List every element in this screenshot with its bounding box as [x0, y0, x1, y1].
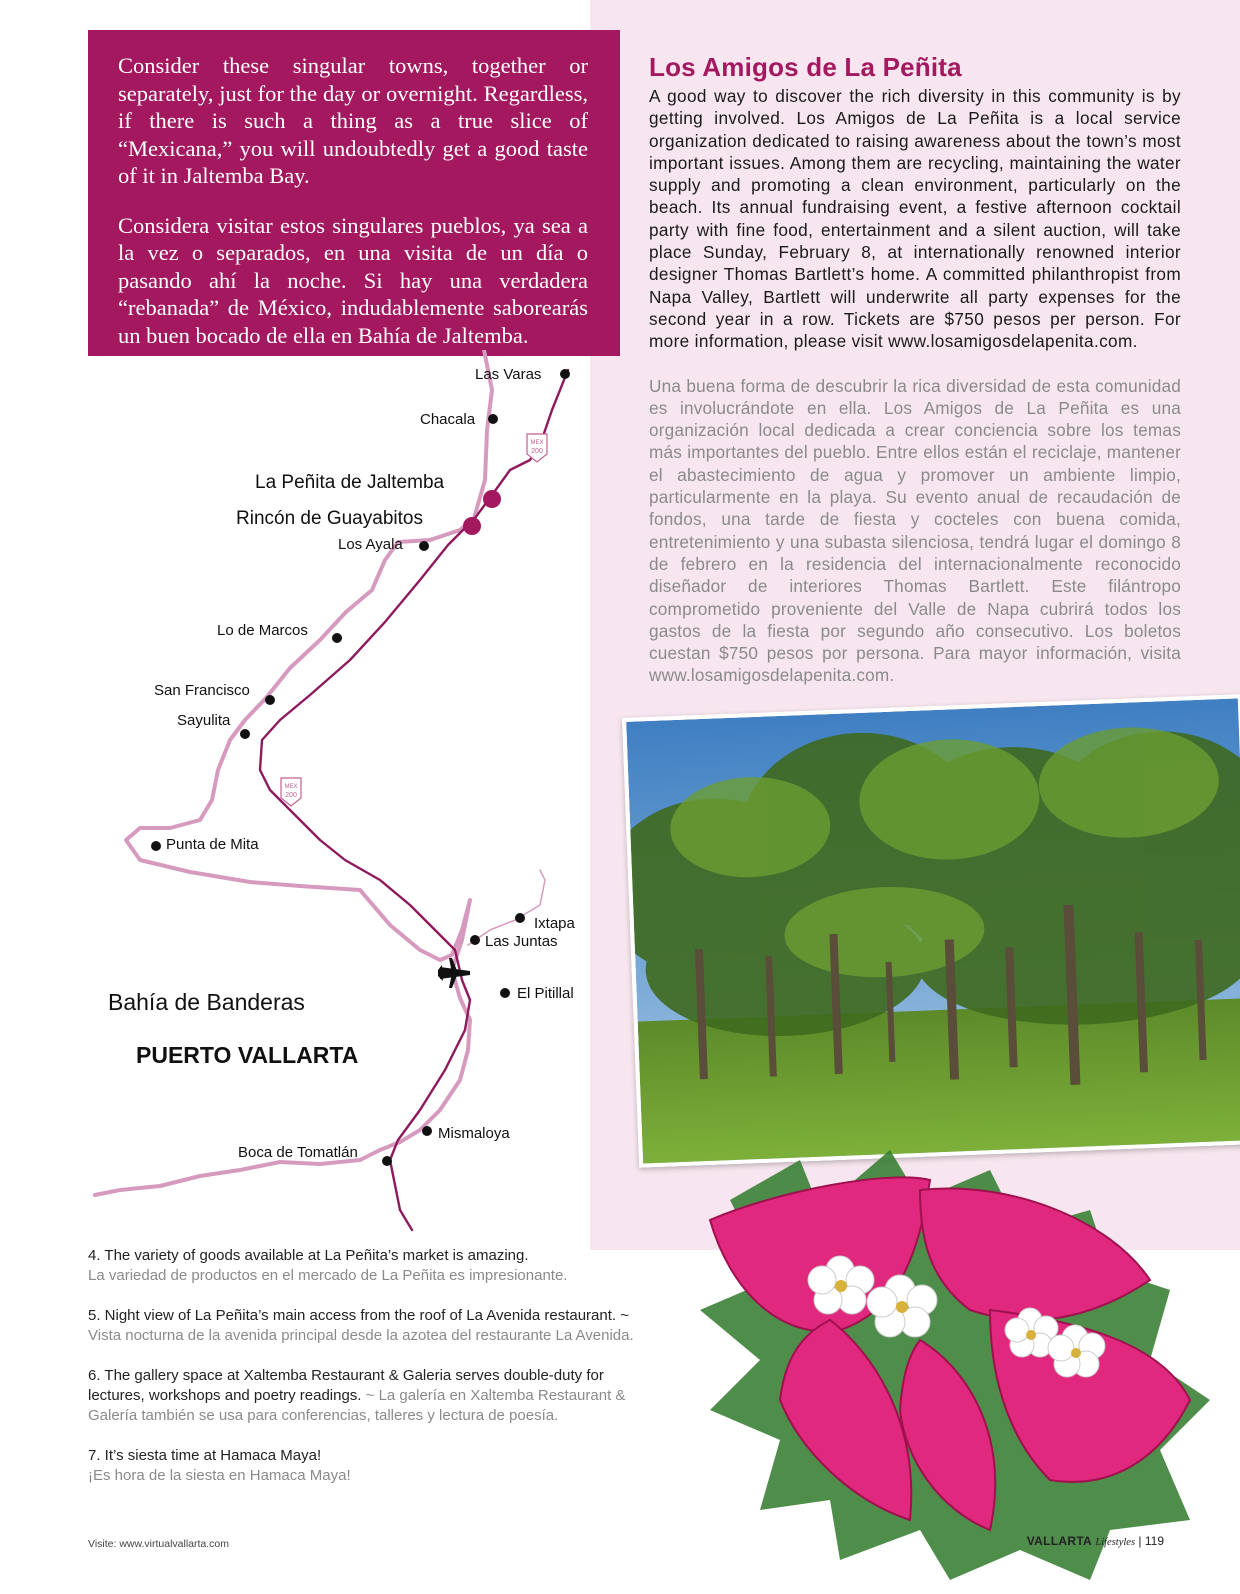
label-punta-de-mita: Punta de Mita: [166, 836, 259, 853]
label-san-francisco: San Francisco: [154, 682, 250, 699]
palm-photo-frame: [622, 718, 1240, 1198]
label-rincon: Rincón de Guayabitos: [236, 508, 423, 529]
magazine-name-script: Lifestyles: [1095, 1537, 1136, 1548]
svg-text:MEX: MEX: [530, 440, 544, 446]
photo-captions: [88, 1246, 648, 1506]
caption-5: 5. Night view of La Peñita’s main access from the roof of La Avenida restaurant. ~ Vista nocturna de la avenida principal desde la azotea del restaurante La Avenida.: [88, 1307, 634, 1344]
article-body-es: Una buena forma de descubrir la rica diversidad de esta comunidad es involucrándote en ella. Los Amigos de La Peñita es una organización local dedicada a crear conciencia sobre los temas más importantes del pueblo. Entre ellos están el reciclaje, mantener el abastecimiento de agua y promover un ambiente limpio, particularmente en la playa. Su evento anual de recaudación de fondos, una tarde de fiesta y cocteles con buena comida, entretenimiento y una subasta silenciosa, tendrá lugar el domingo 8 de febrero en la residencia del internacionalmente reconocido diseñador de interiores Thomas Bartlett. Este filántropo comprometido proveniente del Valle de Napa cubrirá todos los gastos de la fiesta por segundo año consecutivo. Los boletos cuestan $750 pesos por persona. Para mayor información, visita www.losamigosdelapenita.com.: [649, 375, 1181, 686]
palm-photo: [622, 694, 1240, 1167]
footer-page-info: [1027, 1534, 1164, 1548]
highway-shield: [281, 778, 301, 806]
magazine-name: VALLARTA: [1026, 1534, 1093, 1548]
caption-4: 4. The variety of goods available at La Peñita’s market is amazing. La variedad de productos en el mercado de La Peñita es impresionante.: [88, 1247, 568, 1284]
label-lo-de-marcos: Lo de Marcos: [217, 622, 308, 639]
label-bahia: Bahía de Banderas: [108, 989, 305, 1015]
region-map: [0, 350, 620, 1250]
label-boca: Boca de Tomatlán: [238, 1144, 358, 1161]
intro-text-es: Considera visitar estos singulares pueblos, ya sea a la vez o separados, en una visita de un día o pasando ahí la noche. Si hay una verdadera “rebanada” de México, indudablemente saborearás un buen bocado de ella en Bahía de Jaltemba.: [118, 212, 588, 348]
label-las-varas: Las Varas: [475, 366, 542, 383]
label-la-penita: La Peñita de Jaltemba: [255, 472, 445, 493]
map-labels: [108, 366, 576, 1161]
highway-200: [260, 370, 568, 1230]
label-puerto-vallarta: PUERTO VALLARTA: [136, 1042, 359, 1068]
svg-text:200: 200: [285, 792, 297, 799]
label-los-ayala: Los Ayala: [338, 536, 403, 553]
footer-separator: |: [1138, 1534, 1142, 1548]
label-el-pitillal: El Pitillal: [517, 985, 574, 1002]
article: [649, 52, 1181, 687]
article-title: Los Amigos de La Peñita: [649, 52, 962, 82]
label-las-juntas: Las Juntas: [485, 933, 558, 950]
article-body-en: A good way to discover the rich diversity in this community is by getting involved. Los Amigos de La Peñita is a local service organization dedicated to raising awareness about the town’s most important issues. Among them are recycling, maintaining the water supply and promoting a clean environment, particularly on the beach. Its annual fundraising event, a festive afternoon cocktail party with fine food, entertainment and a silent auction, will take place Sunday, February 8, at internationally renowned interior designer Thomas Bartlett’s home. A committed philanthropist from Napa Valley, Bartlett will underwrite all party expenses for the second year in a row. Tickets are $750 pesos per person. For more information, please visit www.losamigosdelapenita.com.: [649, 86, 1181, 352]
footer-website: Visite: www.virtualvallarta.com: [88, 1538, 230, 1550]
svg-text:MEX: MEX: [284, 784, 298, 790]
svg-text:200: 200: [531, 448, 543, 455]
caption-6: 6. The gallery space at Xaltemba Restaurant & Galeria serves double-duty for lectures, workshops and poetry readings. ~ La galería en Xaltemba Restaurant & Galería también se usa para conferencias, talleres y lectura de poesía.: [88, 1367, 626, 1424]
caption-7: 7. It’s siesta time at Hamaca Maya! ¡Es hora de la siesta en Hamaca Maya!: [88, 1447, 351, 1484]
label-ixtapa: Ixtapa: [534, 915, 575, 932]
intro-text-en: Consider these singular towns, together or separately, just for the day or overnight. Regardless, if there is such a thing as a true slice of “Mexicana,” you will undoubtedly get a good taste of it in Jaltemba Bay.: [118, 53, 588, 188]
label-chacala: Chacala: [420, 411, 476, 428]
highway-shield: [527, 434, 547, 462]
label-sayulita: Sayulita: [177, 712, 231, 729]
intro-box: [88, 30, 620, 356]
label-mismaloya: Mismaloya: [438, 1125, 510, 1142]
page-number: 119: [1144, 1534, 1164, 1548]
bougainvillea-illustration: [690, 1140, 1230, 1580]
